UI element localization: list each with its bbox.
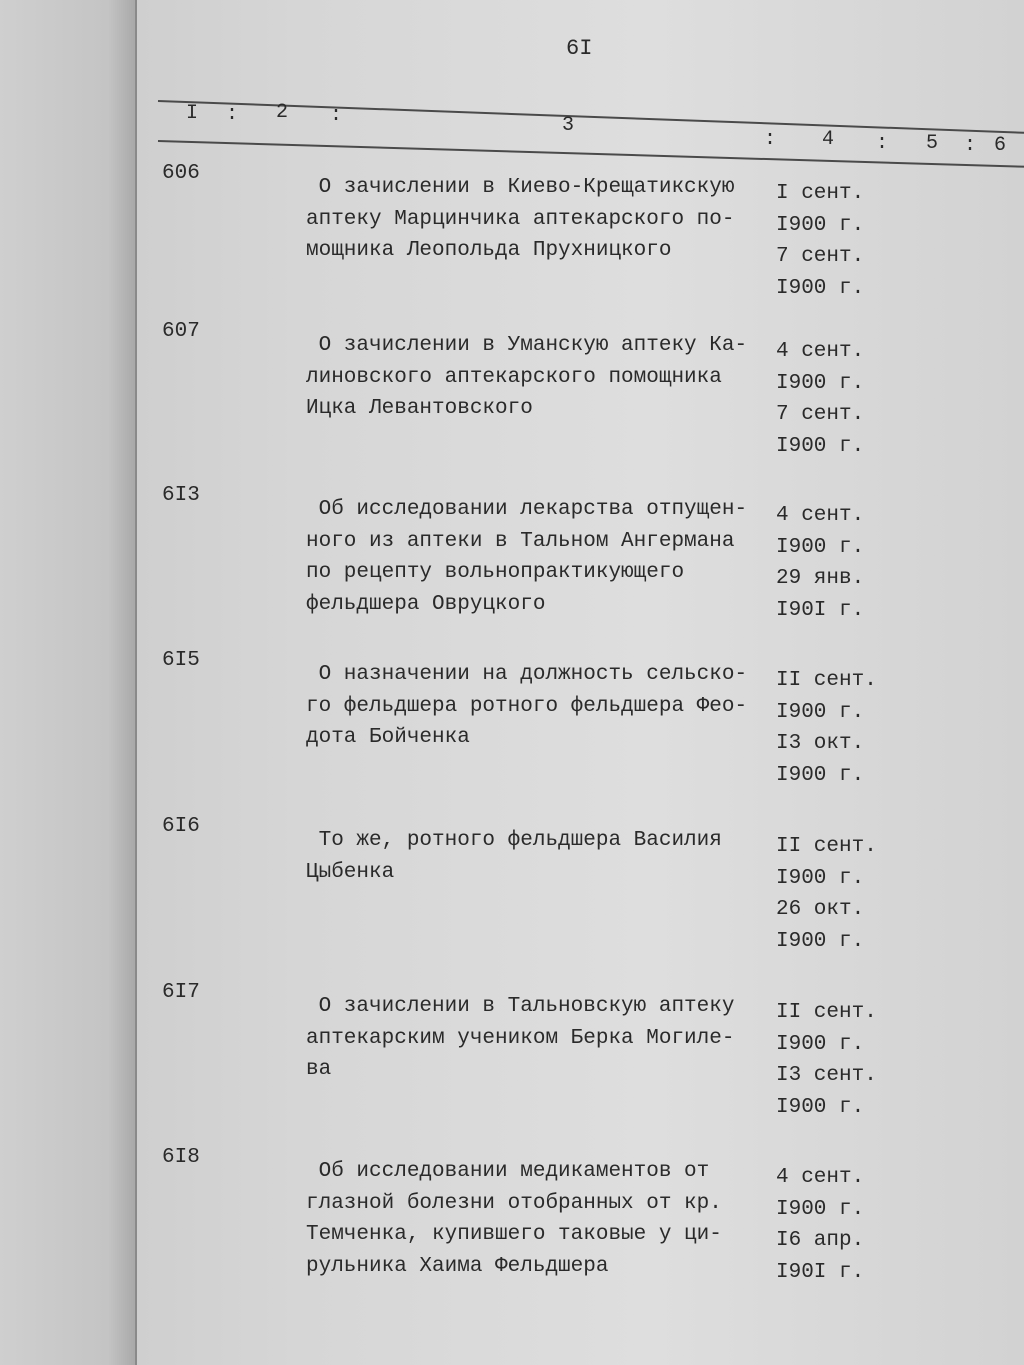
column-header-2: 2 <box>276 101 289 124</box>
date-year: I900 г. <box>776 371 865 395</box>
entry-number: 6I7 <box>162 981 200 1004</box>
header-bottom-rule <box>158 140 1024 168</box>
description-line: аптеку Марцинчика аптекарского по- <box>306 207 735 231</box>
column-header-6: 6 <box>994 134 1007 157</box>
entry-dates <box>776 1162 864 1288</box>
entry-number: 6I5 <box>162 649 200 672</box>
date-day-month: 4 сент. <box>776 504 865 527</box>
date-year: I90I г. <box>776 1260 865 1284</box>
description-line: ного из аптеки в Тальном Ангермана <box>306 529 735 553</box>
entry-description <box>306 659 747 754</box>
column-header-1: I <box>186 102 199 125</box>
column-header-5: 5 <box>926 132 939 155</box>
column-separator: : <box>330 104 343 127</box>
entry-dates <box>776 997 877 1123</box>
description-line: линовского аптекарского помощника <box>306 365 722 389</box>
description-line: мощника Леопольда Прухницкого <box>306 239 672 262</box>
date-year: I900 г. <box>776 276 865 300</box>
date-day-month: 4 сент. <box>776 340 865 363</box>
description-line: Цыбенка <box>306 860 395 884</box>
description-line: дота Бойченка <box>306 726 470 749</box>
entry-description <box>306 494 747 620</box>
description-line: О назначении на должность сельско- <box>306 663 748 686</box>
description-line: Об исследовании лекарства отпущен- <box>306 498 748 521</box>
date-day-month: II сент. <box>776 669 877 692</box>
column-separator: : <box>964 134 977 157</box>
column-separator: : <box>764 128 777 151</box>
date-day-month: 7 сент. <box>776 403 865 426</box>
entry-number: 6I6 <box>162 815 200 838</box>
description-line: О зачислении в Киево-Крещатикскую <box>306 176 735 199</box>
description-line: Темченка, купившего таковые у ци- <box>306 1223 722 1246</box>
entry-description <box>306 991 734 1086</box>
date-day-month: I3 окт. <box>776 732 865 755</box>
description-line: рульника Хаима Фельдшера <box>306 1254 609 1278</box>
description-line: по рецепту вольнопрактикующего <box>306 561 685 584</box>
date-day-month: II сент. <box>776 835 877 858</box>
entry-dates <box>776 831 877 957</box>
column-separator: : <box>226 103 239 126</box>
date-year: I900 г. <box>776 213 865 237</box>
entry-number: 607 <box>162 320 200 343</box>
date-day-month: I3 сент. <box>776 1064 877 1087</box>
entry-number: 606 <box>162 162 200 185</box>
date-day-month: 4 сент. <box>776 1166 865 1189</box>
entry-description <box>306 330 747 425</box>
date-day-month: I6 апр. <box>776 1229 865 1252</box>
description-line: О зачислении в Тальновскую аптеку <box>306 995 735 1018</box>
date-day-month: 7 сент. <box>776 245 865 268</box>
date-year: I900 г. <box>776 434 865 458</box>
entry-dates <box>776 665 877 791</box>
description-line: Ицка Левантовского <box>306 397 533 420</box>
description-line: фельдшера Овруцкого <box>306 592 546 616</box>
entry-dates <box>776 500 864 626</box>
description-line: То же, ротного фельдшера Василия <box>306 829 722 852</box>
date-year: I900 г. <box>776 866 865 890</box>
entry-description <box>306 1156 722 1282</box>
date-year: I900 г. <box>776 763 865 787</box>
column-header-3: 3 <box>562 114 575 137</box>
previous-page-edge <box>0 0 137 1365</box>
description-line: аптекарским учеником Берка Могиле- <box>306 1026 735 1050</box>
date-year: I900 г. <box>776 1032 865 1056</box>
entry-dates <box>776 178 864 304</box>
date-year: I900 г. <box>776 1095 865 1119</box>
page-number: 6I <box>566 36 593 61</box>
description-line: ва <box>306 1058 332 1081</box>
date-day-month: 29 янв. <box>776 567 865 590</box>
entry-description <box>306 825 722 888</box>
column-header-4: 4 <box>822 128 835 151</box>
date-year: I90I г. <box>776 598 865 622</box>
date-year: I900 г. <box>776 1197 865 1221</box>
description-line: Об исследовании медикаментов от <box>306 1160 710 1183</box>
entry-dates <box>776 336 864 462</box>
date-day-month: II сент. <box>776 1001 877 1024</box>
date-day-month: 26 окт. <box>776 898 865 921</box>
column-separator: : <box>876 132 889 155</box>
date-year: I900 г. <box>776 700 865 724</box>
description-line: О зачислении в Уманскую аптеку Ка- <box>306 334 748 357</box>
date-year: I900 г. <box>776 929 865 953</box>
entry-description <box>306 172 734 267</box>
entry-number: 6I8 <box>162 1146 200 1169</box>
description-line: го фельдшера ротного фельдшера Фео- <box>306 694 748 718</box>
description-line: глазной болезни отобранных от кр. <box>306 1191 722 1215</box>
entry-number: 6I3 <box>162 484 200 507</box>
date-day-month: I сент. <box>776 182 865 205</box>
date-year: I900 г. <box>776 535 865 559</box>
